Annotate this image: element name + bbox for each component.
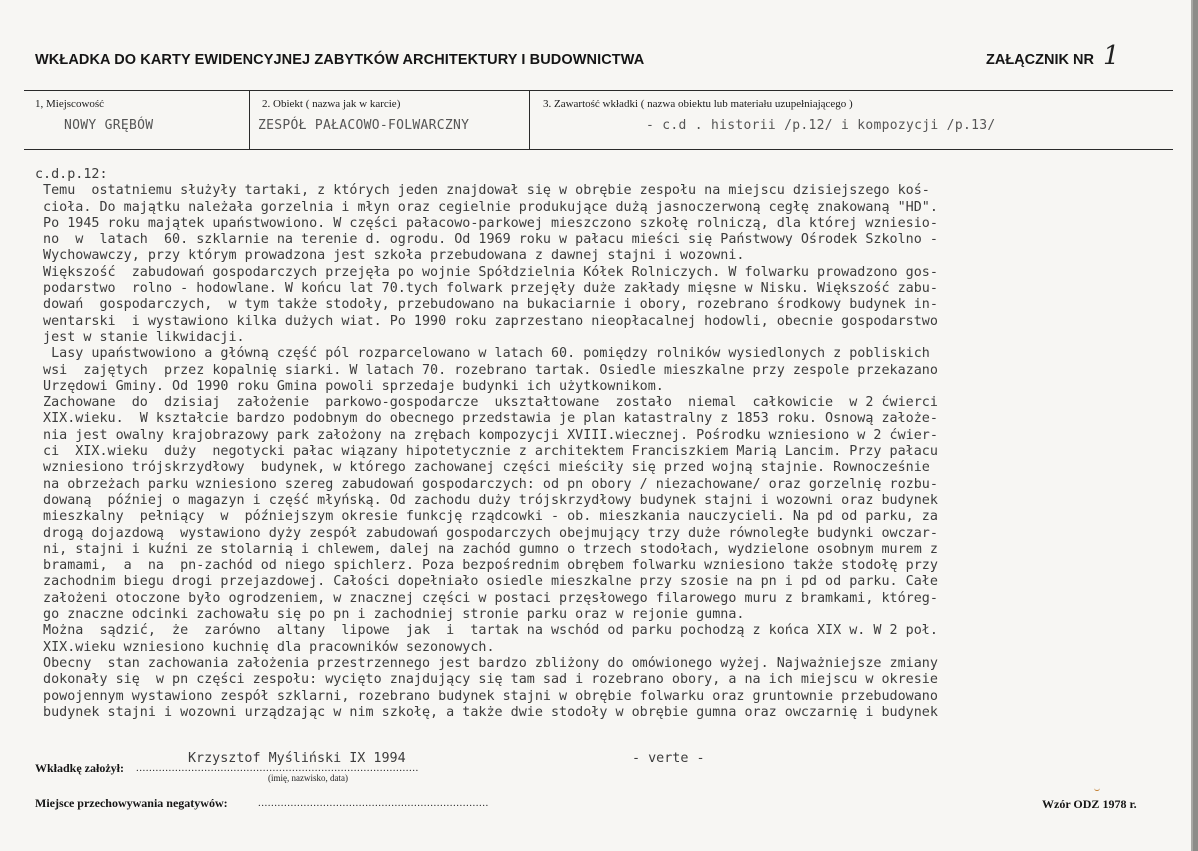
body-line: Temu ostatniemu służyły tartaki, z których jeden znajdował się w obrębie zespołu na miejscu dzisiejszego koś- <box>35 183 930 199</box>
object-label: 2. Obiekt ( nazwa jak w karcie) <box>262 98 401 110</box>
body-line: Można sądzić, że zarówno altany lipowe jak i tartak na wschód od parku pochodzą z końca XIX w. W 2 poł. <box>35 623 938 639</box>
annex-number: 1 <box>1103 41 1120 71</box>
content-label: 3. Zawartość wkładki ( nazwa obiektu lub materiału uzupełniającego ) <box>543 98 853 110</box>
body-line: c.d.p.12: <box>35 167 108 182</box>
table-bottom-border <box>24 149 1173 150</box>
column-divider <box>529 90 530 149</box>
body-line: Lasy upaństwowiono a główną część pól rozparcelowano w latach 60. pomiędzy rolników wysiedlonych z pobliskich <box>35 346 930 362</box>
body-line: podarstwo rolno - hodowlane. W końcu lat 70.tych folwark przejęły duże zakłady mięsne w Nisku. Większość zabu- <box>35 281 938 297</box>
body-line: budynek stajni i wozowni urządzając w nim szkołę, a także dwie stodoły w obrębie gumna oraz owczarnię i budynek <box>35 704 938 720</box>
page-edge <box>1193 0 1198 851</box>
author-dotted-line: ....................................................................................... <box>136 762 419 774</box>
body-line: ci XIX.wieku duży negotycki pałac wiązany hipotetycznie z architektem Franciszkiem Marią Lancim. Przy pałacu <box>35 444 938 460</box>
negatives-label: Miejsce przechowywania negatywów: <box>35 796 228 810</box>
check-mark <box>1094 787 1100 791</box>
body-line: Wychowawczy, przy którym prowadzona jest szkoła przebudowana z dawnej stajni i wozowni. <box>35 248 745 264</box>
form-title: WKŁADKA DO KARTY EWIDENCYJNEJ ZABYTKÓW ARCHITEKTURY I BUDOWNICTWA <box>35 52 645 68</box>
body-line: wzniesiono trójskrzydłowy budynek, w którego zachowanej części mieściły się przed wojną stajnie. Rownocześnie <box>35 460 930 476</box>
body-line: bramami, a na pn-zachód od niego spichlerz. Poza bezpośrednim obrębem folwarku wzniesiono także stodołę przy <box>35 558 938 574</box>
body-line: mieszkalny pełniący w późniejszym okresie funkcję rządcowki - ob. mieszkania nauczycieli. Na pd od parku, za <box>35 509 938 525</box>
body-line: dokonały się w pn części zespołu: wycięto znajdujący się tam sad i rozebrano obory, a na ich miejscu w okresie <box>35 672 938 688</box>
body-line: Zachowane do dzisiaj założenie parkowo-gospodarcze ukształtowane zostało niemal całkowicie w 2 ćwierci <box>35 395 938 411</box>
body-line: Po 1945 roku majątek upaństwowiono. W części pałacowo-parkowej mieszczono szkołę rolniczą, dla której wzniesio- <box>35 215 938 231</box>
body-line: zachodnim biegu drogi przejazdowej. Całości dopełniało osiedle mieszkalne przy szosie na pn i pd od parku. Całe <box>35 574 938 590</box>
body-line: Większość zabudowań gospodarczych przejęła po wojnie Spółdzielnia Kółek Rolniczych. W folwarku prowadzono gos- <box>35 264 938 280</box>
body-line: XIX.wieku wzniesiono kuchnię dla pracowników sezonowych. <box>35 639 495 655</box>
body-line: cioła. Do majątku należała gorzelnia i młyn oraz cegielnie produkujące dużą jasnoczerwoną cegłę znakowaną "HD". <box>35 199 938 215</box>
body-line: dowaną później o magazyn i część młyńską. Od zachodu duży trójskrzydłowy budynek stajni i wozowni oraz budynek <box>35 492 938 508</box>
content-value: - c.d . historii /p.12/ i kompozycji /p.13/ <box>646 118 996 133</box>
author-value: Krzysztof Myśliński IX 1994 <box>188 751 406 766</box>
locality-value: NOWY GRĘBÓW <box>64 118 154 133</box>
column-divider <box>249 90 250 149</box>
body-line: drogą dojazdową wystawiono dyży zespół zabudowań gospodarczych obejmujący trzy duże równoległe budynki owczar- <box>35 525 938 541</box>
author-hint: (imię, nazwisko, data) <box>268 773 348 783</box>
table-top-border <box>24 90 1173 91</box>
body-line: XIX.wieku. W kształcie bardzo podobnym do obecnego przedstawia je plan katastralny z 1853 roku. Osnową założe- <box>35 411 938 427</box>
locality-label: 1, Miejscowość <box>35 98 105 110</box>
object-value: ZESPÓŁ PAŁACOWO-FOLWARCZNY <box>258 118 470 133</box>
negatives-dotted-line: ....................................................................... <box>258 797 489 809</box>
body-line: go znaczne odcinki zachowału się po pn i zachodniej stronie parku oraz w rejonie gumna. <box>35 607 745 623</box>
typed-body-text <box>35 167 1175 721</box>
body-line: no w latach 60. szklarnie na terenie d. ogrodu. Od 1969 roku w pałacu mieści się Państwowy Ośrodek Szkolno - <box>35 232 938 248</box>
body-line: wsi zajętych przez kopalnię siarki. W latach 70. rozebrano tartak. Osiedle mieszkalne przy zespole przekazano <box>35 362 938 378</box>
body-line: nia jest owalny krajobrazowy park założony na zrębach kompozycji XVIII.wiecznej. Pośrodku wzniesiono w 2 ćwier- <box>35 427 938 443</box>
body-line: na obrzeżach parku wzniesiono szereg zabudowań gospodarczych: od pn obory / niezachowane/ oraz gorzelnię rozbu- <box>35 476 938 492</box>
body-line: Obecny stan zachowania założenia przestrzennego jest bardzo zbliżony do omówionego wyżej. Najważniejsze zmiany <box>35 655 938 671</box>
body-line: wentarski i wystawiono kilka dużych wiat. Po 1990 roku zaprzestano nieopłacalnej hodowli, obecnie gospodarstwo <box>35 313 938 329</box>
body-line: jest w stanie likwidacji. <box>35 329 245 345</box>
author-label: Wkładkę założył: <box>35 761 124 775</box>
template-reference: Wzór ODZ 1978 r. <box>1042 797 1137 811</box>
body-line: Urzędowi Gminy. Od 1990 roku Gmina powoli sprzedaje budynki ich użytkownikom. <box>35 378 664 394</box>
verte-note: - verte - <box>632 751 705 766</box>
body-line: założeni otoczone było ogrodzeniem, w znacznej części w postaci przęsłowego filarowego muru z bramkami, któreg- <box>35 590 938 606</box>
body-line: powojennym wystawiono zespół szklarni, rozebrano budynek stajni w obrębie folwarku oraz gruntownie przebudowano <box>35 688 938 704</box>
body-line: ni, stajni i kuźni ze stolarnią i chlewem, dalej na zachód gumno o trzech stodołach, wydzielone osobnym murem z <box>35 541 938 557</box>
body-line: dowań gospodarczych, w tym także stodoły, przebudowano na bukaciarnie i obory, rozebrano środkowy budynek in- <box>35 297 938 313</box>
annex-label: ZAŁĄCZNIK NR <box>986 52 1094 68</box>
